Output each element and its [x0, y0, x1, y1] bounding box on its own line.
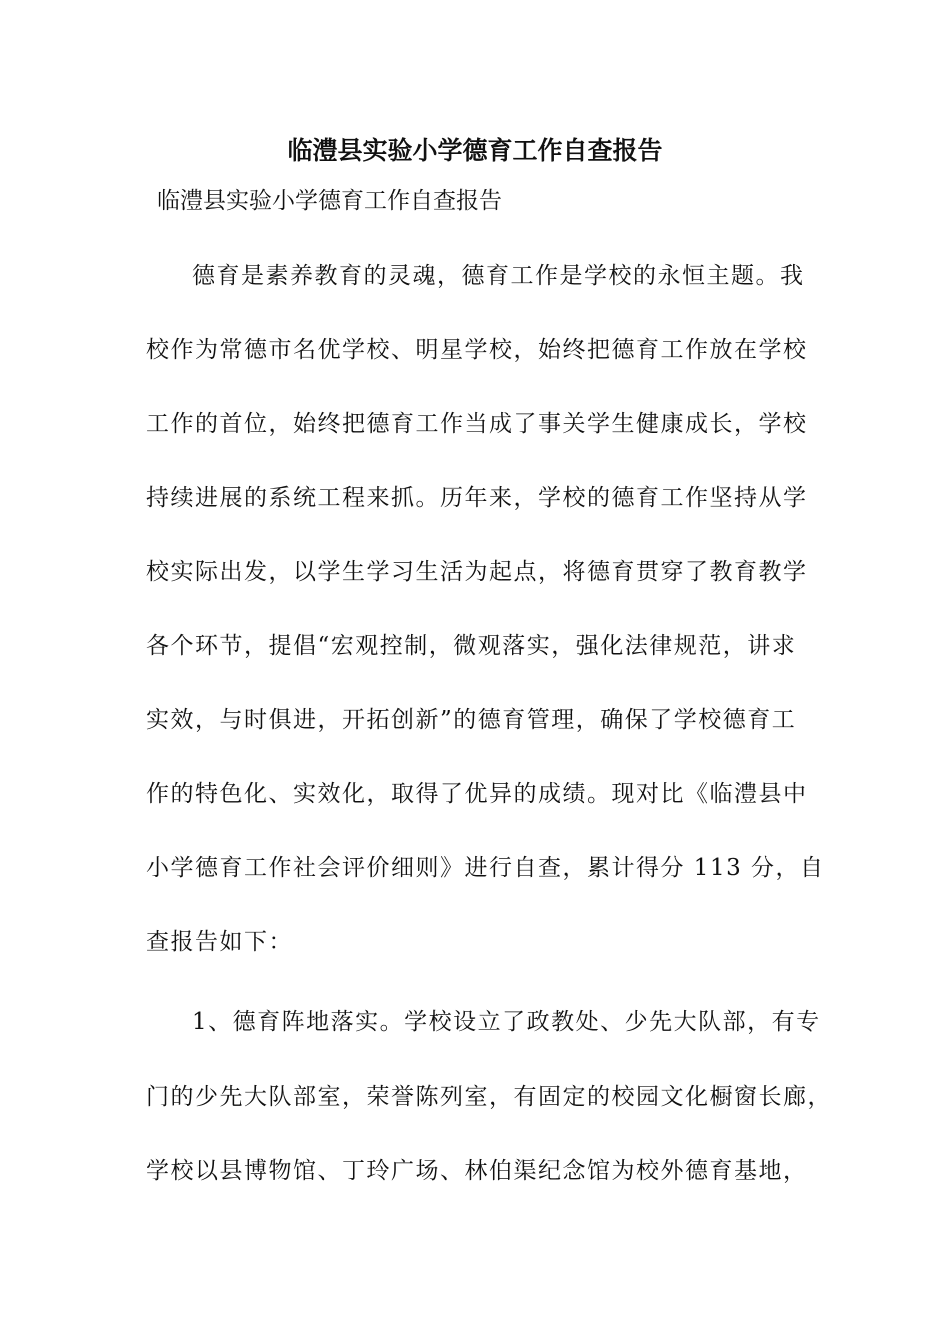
paragraph-line: 校作为常德市名优学校、明星学校，始终把德育工作放在学校	[146, 337, 808, 363]
paragraph-line: 各个环节，提倡“宏观控制，微观落实，强化法律规范，讲求	[146, 633, 797, 659]
paragraph-line: 作的特色化、实效化，取得了优异的成绩。现对比《临澧县中	[146, 781, 808, 807]
paragraph-line: 校实际出发，以学生学习生活为起点，将德育贯穿了教育教学	[146, 559, 808, 585]
paragraph-line: 小学德育工作社会评价细则》进行自查，累计得分 113 分，自	[146, 855, 825, 881]
document-subtitle: 临澧县实验小学德育工作自查报告	[157, 188, 502, 214]
paragraph-line: 工作的首位，始终把德育工作当成了事关学生健康成长，学校	[146, 411, 808, 437]
paragraph-line: 学校以县博物馆、丁玲广场、林伯渠纪念馆为校外德育基地，	[146, 1158, 808, 1184]
paragraph-line: 门的少先大队部室，荣誉陈列室，有固定的校园文化橱窗长廊，	[146, 1084, 832, 1110]
paragraph-line: 1、德育阵地落实。学校设立了政教处、少先大队部，有专	[192, 1009, 821, 1035]
paragraph-line: 实效，与时俱进，开拓创新”的德育管理，确保了学校德育工	[146, 707, 797, 733]
paragraph-line: 查报告如下：	[146, 929, 293, 955]
paragraph-line: 持续进展的系统工程来抓。历年来，学校的德育工作坚持从学	[146, 485, 808, 511]
paragraph-line: 德育是素养教育的灵魂，德育工作是学校的永恒主题。我	[192, 263, 805, 289]
document-title: 临澧县实验小学德育工作自查报告	[287, 136, 663, 165]
